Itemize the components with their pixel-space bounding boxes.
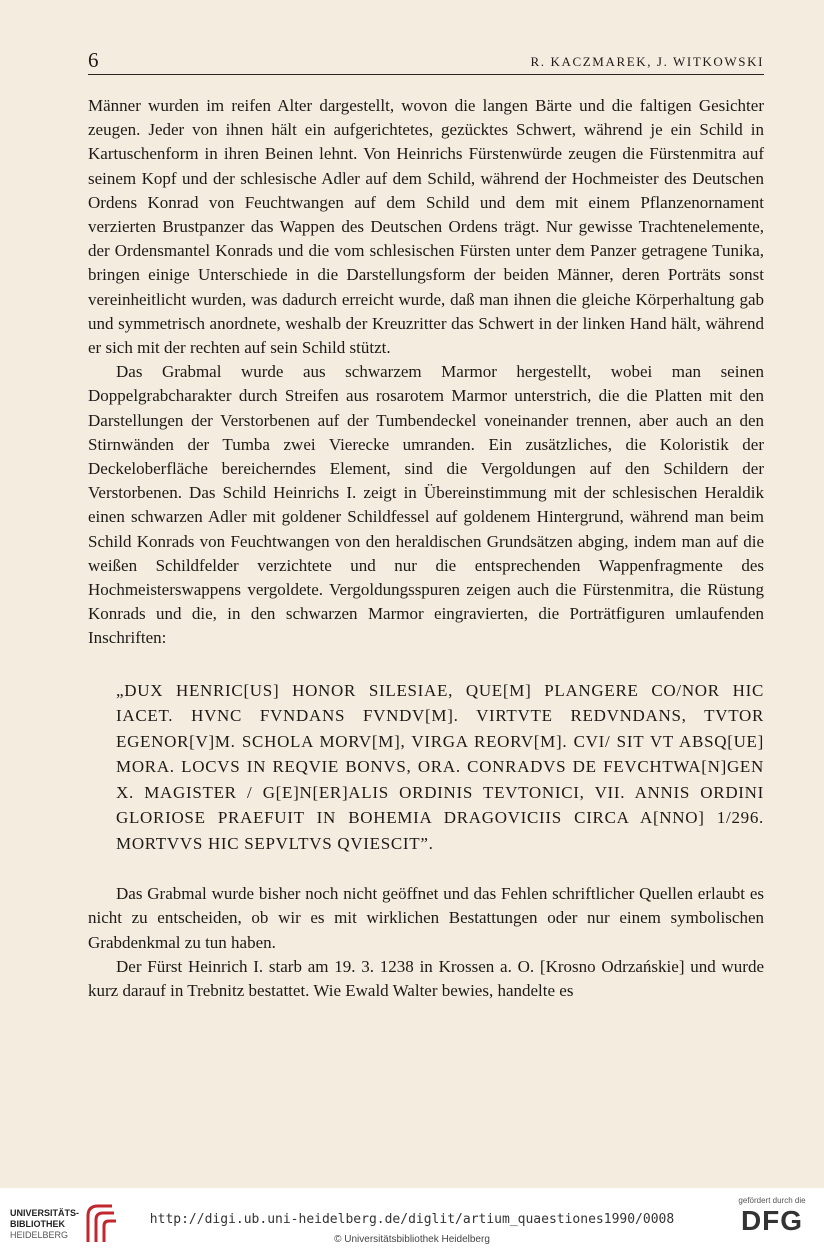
inscription-quote: „DUX HENRIC[US] HONOR SILESIAE, QUE[M] PLANGERE CO/NOR HIC IACET. HVNC FVNDANS FVNDV[M]. VIRTVTE REDVNDANS, TVTOR EGENOR[V]M. SCHOLA MORV[M], VIRGA REORV[M]. CVI/ SIT VT ABSQ[UE] MORA. LOCVS IN REQVIE BONVS, ORA. CONRADVS DE FEVCHTWA[N]GEN X. MAGISTER / G[E]N[ER]ALIS ORDINIS TEVTONICI, VII. ANNIS ORDINI GLORIOSE PRAEFUIT IN BOHEMIA DRAGOVICIIS CIRCA A[NNO] 1/296. MORTVVS HIC SEPVLTVS QVIESCIT”.: [116, 680, 764, 853]
body-text: [88, 94, 764, 1003]
library-name: UNIVERSITÄTS- BIBLIOTHEK HEIDELBERG: [10, 1208, 80, 1240]
running-head: R. KACZMAREK, J. WITKOWSKI: [530, 54, 764, 69]
source-url-link[interactable]: http://digi.ub.uni-heidelberg.de/diglit/artium_quaestiones1990/0008: [149, 1212, 675, 1227]
paragraph-1: Männer wurden im reifen Alter dargestellt, wovon die langen Bärte und die faltigen Gesichter zeugen. Jeder von ihnen hält ein aufgerichtetes, gezücktes Schwert, während je ein Schild in Kartuschenform in ihren Beinen lehnt. Von Heinrichs Fürstenwürde zeugen die Fürstenmitra auf seinem Kopf und der schlesische Adler auf dem Schild, während der Hochmeister des Deutschen Ordens Konrad von Feuchtwangen auf dem Schild und dem mit einem Pflanzenornament verzierten Brustpanzer das Wappen des Deutschen Ordens trägt. Nur gewisse Trachtenelemente, der Ordensmantel Konrads und die vom schlesischen Fürsten unter dem Panzer getragene Tunika, bringen einige Unterschiede in die Darstellungsform der beiden Männer, deren Porträts sonst vereinheitlicht wurden, was dadurch erreicht wurde, daß man ihnen die gleiche Körperhaltung gab und symmetrisch anordnete, weshalb der Kreuzritter das Schwert in der linken Hand hält, während er sich mit der rechten auf sein Schild stützt.: [88, 96, 764, 358]
copyright-notice: © Universitätsbibliothek Heidelberg: [334, 1234, 490, 1245]
paragraph-3: Das Grabmal wurde bisher noch nicht geöffnet und das Fehlen schriftlicher Quellen erlaubt es nicht zu entscheiden, ob wir es mit wirklichen Bestattungen oder nur einem symbolischen Grabdenkmal zu tun haben.: [88, 884, 764, 952]
dfg-logo[interactable]: [734, 1196, 810, 1248]
page-number: 6: [88, 48, 99, 72]
dfg-logo-text: DFG: [740, 1205, 804, 1236]
paragraph-2: Das Grabmal wurde aus schwarzem Marmor hergestellt, wobei man seinen Doppelgrabcharakter durch Streifen aus rosarotem Marmor unterstrich, die die Platten mit den Darstellungen der Verstorbenen auf der Tumbendeckel voneinander trennen, aber auch an den Stirnwänden der Tumba zwei Vierecke umranden. Ein zusätzliches, die Koloristik der Deckeloberfläche bereicherndes Element, sind die Vergoldungen auf den Schildern der Verstorbenen. Das Schild Heinrichs I. zeigt in Übereinstimmung mit der schlesischen Heraldik einen schwarzen Adler mit goldener Schildfessel auf goldenem Hintergrund, während man beim Schild Konrads von Feuchtwangen von den heraldischen Grundsätzen abging, indem man auf die weißen Schildfelder verzichtete und nur die entsprechenden Wappenfragmente des Hochmeisterswappens vergoldete. Vergoldungsspuren zeigen auch die Fürstenmitra, die Rüstung Konrads und die, in den schwarzen Marmor eingravierten, die Porträtfiguren umlaufenden Inschriften:: [88, 362, 764, 648]
paragraph-4: Der Fürst Heinrich I. starb am 19. 3. 1238 in Krossen a. O. [Krosno Odrzańskie] und wurde kurz darauf in Trebnitz bestattet. Wie Ewald Walter bewies, handelte es: [88, 956, 764, 1000]
funding-caption: gefördert durch die: [738, 1196, 806, 1205]
header-rule: [88, 74, 764, 75]
page-header: [88, 48, 764, 78]
digitization-footer: [0, 1188, 824, 1256]
